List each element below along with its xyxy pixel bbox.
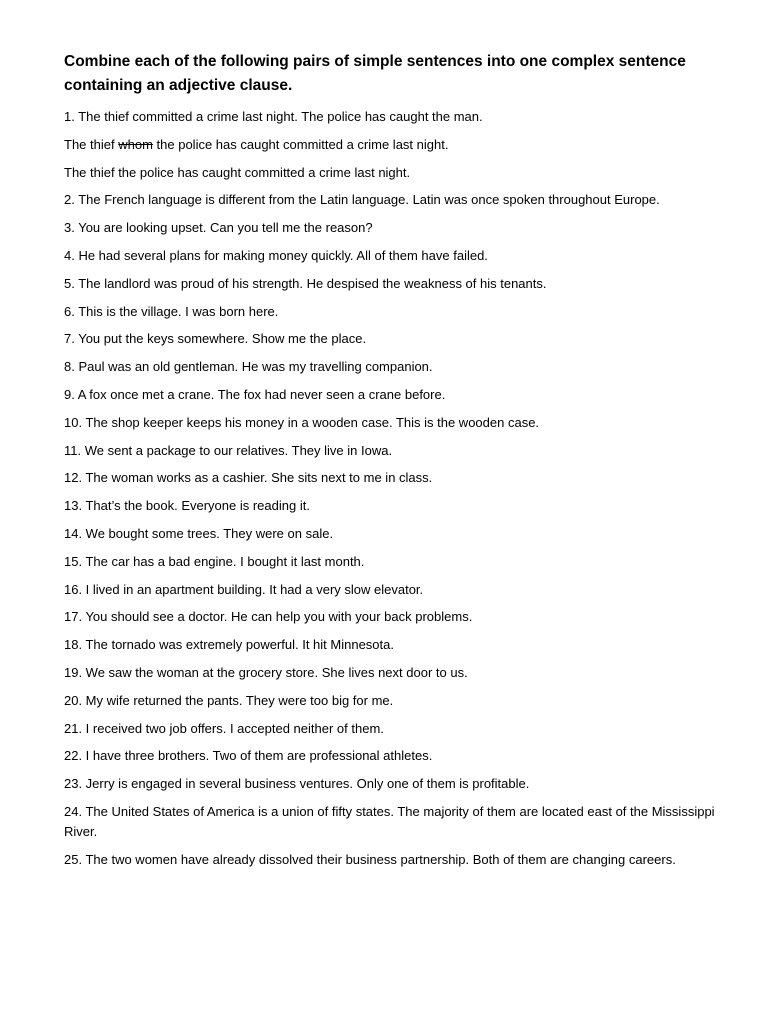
exercise-item: 12. The woman works as a cashier. She sits next to me in class. [64,470,433,486]
example-answer-before: The thief [64,136,115,152]
exercise-item: 21. I received two job offers. I accepted neither of them. [64,720,384,736]
exercise-item: 18. The tornado was extremely powerful. It hit Minnesota. [64,637,394,653]
exercise-item: 16. I lived in an apartment building. It had a very slow elevator. [64,581,424,597]
exercise-item: 11. We sent a package to our relatives. They live in Iowa. [64,442,393,458]
example-answer-draft [64,135,724,155]
worksheet-page [64,50,724,878]
exercise-item: 3. You are looking upset. Can you tell me the reason? [64,220,373,236]
exercise-item: 10. The shop keeper keeps his money in a wooden case. This is the wooden case. [64,414,540,430]
example-answer-after: the police has caught committed a crime last night. [156,136,449,152]
exercise-item: 25. The two women have already dissolved their business partnership. Both of them are changing careers. [64,851,676,867]
exercise-item: 5. The landlord was proud of his strength. He despised the weakness of his tenants. [64,275,547,291]
exercise-item: 13. That’s the book. Everyone is reading it. [64,498,310,514]
exercise-item: 6. This is the village. I was born here. [64,303,279,319]
exercise-item: 22. I have three brothers. Two of them are professional athletes. [64,748,433,764]
example-question: 1. The thief committed a crime last night. The police has caught the man. [64,109,483,124]
exercise-item: 14. We bought some trees. They were on sale. [64,525,334,541]
exercise-item: 23. Jerry is engaged in several business ventures. Only one of them is profitable. [64,776,530,792]
instruction-heading: Combine each of the following pairs of simple sentences into one complex sentence containing an adjective clause. [64,53,686,94]
exercise-item: 2. The French language is different from the Latin language. Latin was once spoken throughout Europe. [64,192,660,208]
exercise-item: 20. My wife returned the pants. They were too big for me. [64,692,394,708]
exercise-item: 7. You put the keys somewhere. Show me the place. [64,331,367,347]
example-answer-final: The thief the police has caught committed a crime last night. [64,164,411,180]
exercise-item: 8. Paul was an old gentleman. He was my travelling companion. [64,359,433,375]
exercise-item: 17. You should see a doctor. He can help you with your back problems. [64,609,473,625]
exercise-item: 24. The United States of America is a union of fifty states. The majority of them are located east of the Mississippi River. [64,803,715,839]
exercise-item: 15. The car has a bad engine. I bought it last month. [64,553,365,569]
exercise-item: 19. We saw the woman at the grocery store. She lives next door to us. [64,664,468,680]
struck-relative-pronoun: whom [118,136,153,152]
exercise-item: 4. He had several plans for making money quickly. All of them have failed. [64,247,488,263]
exercise-item: 9. A fox once met a crane. The fox had never seen a crane before. [64,386,446,402]
